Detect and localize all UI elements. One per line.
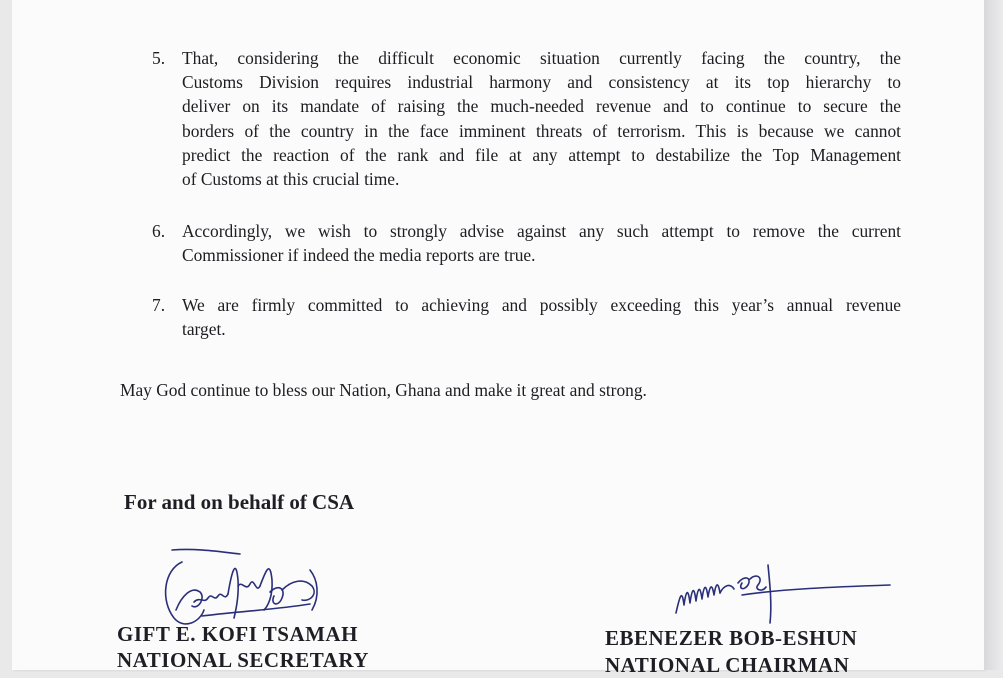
item-line: deliver on its mandate of raising the much-needed revenue and to continue to secure the: [182, 96, 901, 117]
list-item: [152, 46, 901, 191]
item-text: [182, 46, 901, 191]
item-line: of Customs at this crucial time.: [182, 169, 400, 190]
page-edge-shadow: [984, 0, 1003, 670]
item-number: 5.: [152, 48, 166, 68]
document-page: [12, 0, 984, 677]
chairman-name: EBENEZER BOB-ESHUN: [605, 626, 858, 650]
item-number: 6.: [152, 221, 166, 241]
item-line: We are firmly committed to achieving and possibly exceeding this year’s annual revenue: [182, 295, 901, 315]
item-line: target.: [182, 319, 226, 340]
secretary-name: GIFT E. KOFI TSAMAH: [117, 622, 358, 646]
secretary-title: NATIONAL SECRETARY: [117, 648, 369, 672]
item-line: predict the reaction of the rank and file at any attempt to destabilize the Top Management: [182, 144, 901, 165]
chairman-title: NATIONAL CHAIRMAN: [605, 653, 850, 677]
item-text: [182, 293, 901, 341]
behalf-heading: For and on behalf of CSA: [124, 490, 355, 514]
item-number: 7.: [152, 295, 166, 315]
chairman-signature: [672, 555, 902, 635]
item-line: borders of the country in the face imminent threats of terrorism. This is because we cannot: [182, 120, 901, 141]
item-line: Customs Division requires industrial harmony and consistency at its top hierarchy to: [182, 72, 901, 93]
closing-line: May God continue to bless our Nation, Ghana and make it great and strong.: [120, 380, 647, 400]
list-item: [152, 219, 901, 267]
item-line: That, considering the difficult economic situation currently facing the country, the: [182, 48, 901, 68]
item-text: [182, 219, 901, 267]
item-line: Accordingly, we wish to strongly advise against any such attempt to remove the current: [182, 221, 901, 241]
item-line: Commissioner if indeed the media reports are true.: [182, 245, 536, 266]
list-item: [152, 293, 901, 341]
